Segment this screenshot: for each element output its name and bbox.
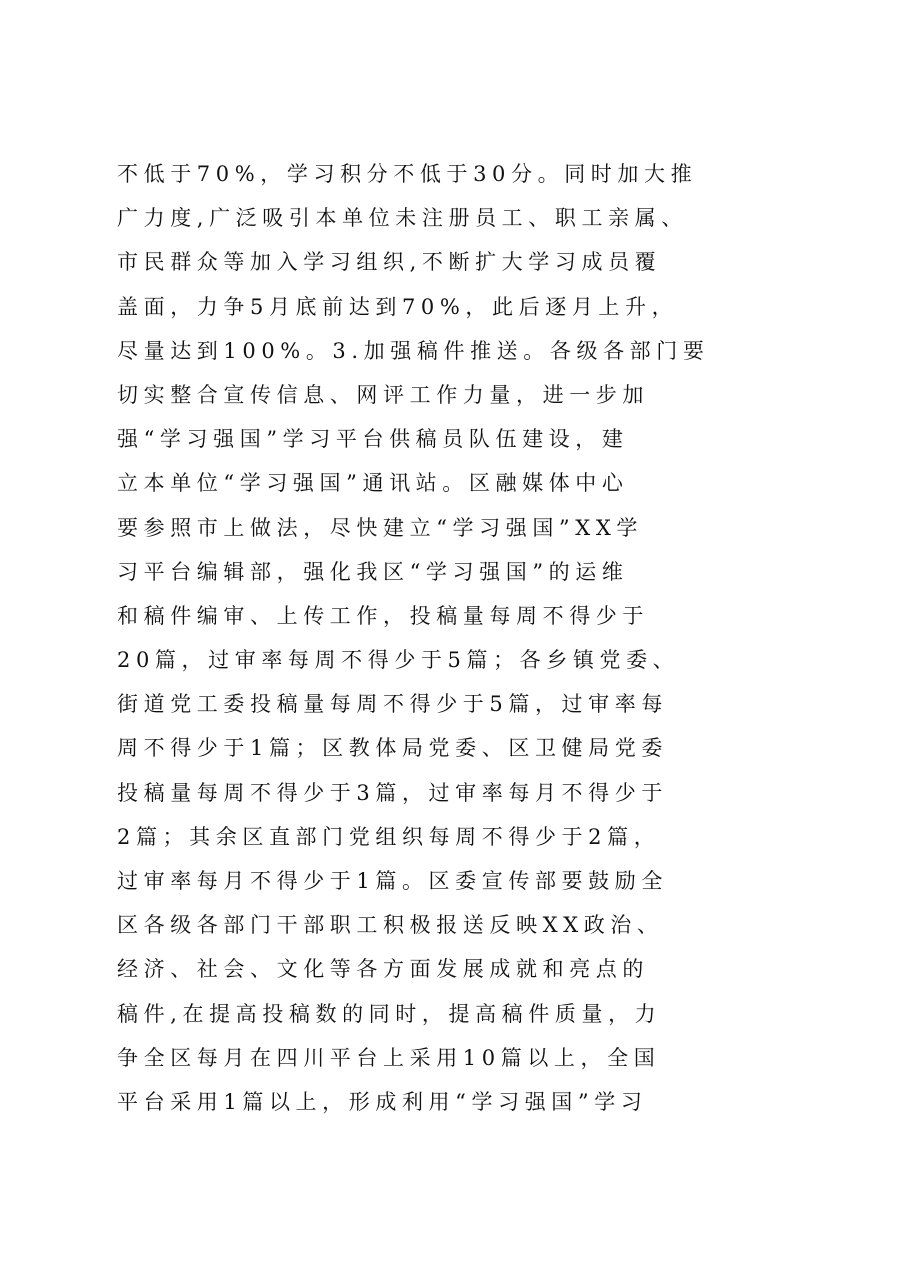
text-line: 20篇，过审率每周不得少于5篇；各乡镇党委、 [117, 648, 680, 673]
text-line: 争全区每月在四川平台上采用10篇以上，全国 [117, 1045, 661, 1070]
text-line: 习平台编辑部，强化我区“学习强国”的运维 [117, 559, 629, 584]
text-line: 切实整合宣传信息、网评工作力量，进一步加 [117, 382, 649, 407]
text-line: 广力度,广泛吸引本单位未注册员工、职工亲属、 [117, 206, 688, 231]
text-line: 平台采用1篇以上，形成利用“学习强国”学习 [117, 1089, 648, 1114]
body-text [117, 152, 817, 1124]
text-line: 2篇；其余区直部门党组织每周不得少于2篇， [117, 824, 661, 849]
text-line: 街道党工委投稿量每周不得少于5篇，过审率每 [117, 692, 668, 717]
text-line: 区各级各部门干部职工积极报送反映XX政治、 [117, 913, 664, 938]
text-line: 投稿量每周不得少于3篇，过审率每月不得少于 [117, 780, 668, 805]
text-line: 和稿件编审、上传工作，投稿量每周不得少于 [117, 603, 649, 628]
text-line: 盖面，力争5月底前达到70%，此后逐月上升， [117, 294, 679, 319]
text-line: 要参照市上做法，尽快建立“学习强国”XX学 [117, 515, 643, 540]
text-line: 过审率每月不得少于1篇。区委宣传部要鼓励全 [117, 869, 668, 893]
text-line: 强“学习强国”学习平台供稿员队伍建设，建 [117, 427, 629, 452]
text-line: 经济、社会、文化等各方面发展成就和亮点的 [117, 957, 649, 982]
text-line: 不低于70%，学习积分不低于30分。同时加大推 [117, 162, 698, 186]
text-line: 稿件,在提高投稿数的同时，提高稿件质量，力 [117, 1001, 662, 1026]
text-line: 周不得少于1篇；区教体局党委、区卫健局党委 [117, 736, 668, 761]
text-line: 市民群众等加入学习组织,不断扩大学习成员覆 [117, 250, 662, 275]
text-line: 尽量达到100%。3.加强稿件推送。各级各部门要 [117, 338, 710, 363]
text-line: 立本单位“学习强国”通讯站。区融媒体中心 [117, 471, 629, 496]
